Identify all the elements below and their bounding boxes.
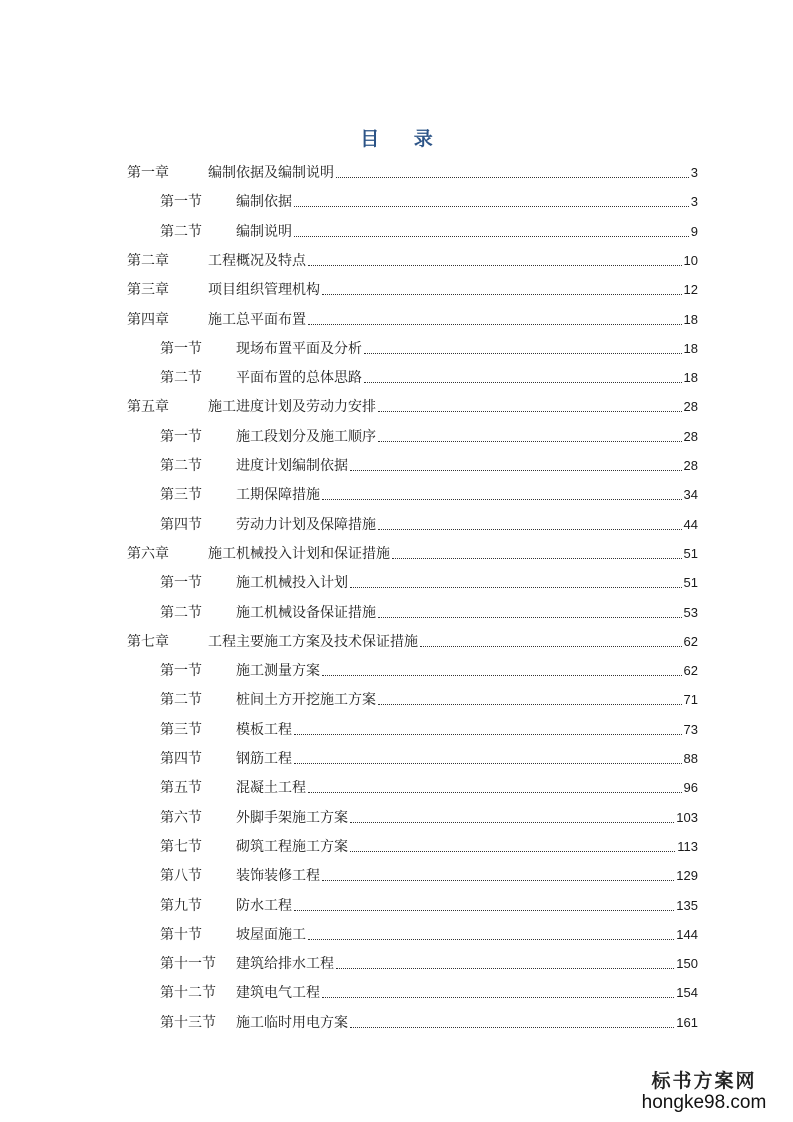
toc-section-entry[interactable] bbox=[160, 1013, 698, 1033]
toc-section-entry[interactable] bbox=[160, 690, 698, 710]
toc-page-number: 3 bbox=[690, 165, 698, 180]
toc-dot-leader bbox=[420, 645, 682, 647]
toc-chapter-entry[interactable] bbox=[127, 310, 698, 330]
toc-entry-title: 施工段划分及施工顺序 bbox=[236, 428, 376, 445]
toc-page-number: 18 bbox=[683, 340, 698, 356]
toc-page-number: 12 bbox=[683, 282, 698, 298]
toc-entry-title: 编制依据 bbox=[236, 194, 292, 211]
toc-page-number: 150 bbox=[676, 956, 698, 972]
toc-entry-number: 第十二节 bbox=[160, 985, 216, 1002]
toc-chapter-entry[interactable] bbox=[127, 397, 698, 417]
toc-entry-title: 建筑给排水工程 bbox=[236, 956, 334, 973]
toc-dot-leader bbox=[308, 323, 682, 325]
toc-entry-number: 第八节 bbox=[160, 868, 202, 885]
toc-section-entry[interactable] bbox=[160, 456, 698, 476]
toc-entry-number: 第二节 bbox=[160, 604, 202, 621]
toc-entry-title: 砌筑工程施工方案 bbox=[236, 838, 348, 855]
toc-entry-number: 第一章 bbox=[127, 165, 169, 181]
toc-page-number: 144 bbox=[676, 926, 698, 942]
toc-entry-title: 编制说明 bbox=[236, 223, 292, 240]
toc-dot-leader bbox=[378, 528, 682, 530]
toc-chapter-entry[interactable] bbox=[127, 251, 698, 271]
toc-section-entry[interactable] bbox=[160, 954, 698, 974]
watermark-domain: hongke98.com bbox=[641, 1092, 767, 1113]
toc-dot-leader bbox=[364, 352, 682, 354]
toc-page-number: 154 bbox=[676, 985, 698, 1001]
toc-section-entry[interactable] bbox=[160, 485, 698, 505]
toc-dot-leader bbox=[294, 235, 689, 237]
toc-entry-title: 模板工程 bbox=[236, 721, 292, 738]
toc-dot-leader bbox=[392, 557, 682, 559]
toc-page-number: 9 bbox=[690, 223, 698, 239]
toc-dot-leader bbox=[322, 498, 682, 500]
toc-dot-leader bbox=[308, 264, 682, 266]
toc-page-number: 28 bbox=[683, 399, 698, 415]
toc-section-entry[interactable] bbox=[160, 778, 698, 798]
toc-page-number: 51 bbox=[683, 575, 698, 591]
toc-dot-leader bbox=[294, 205, 689, 207]
toc-entry-title: 桩间土方开挖施工方案 bbox=[236, 692, 376, 709]
toc-dot-leader bbox=[322, 879, 674, 881]
toc-entry-number: 第一节 bbox=[160, 428, 202, 445]
toc-entry-title: 编制依据及编制说明 bbox=[208, 165, 334, 181]
toc-dot-leader bbox=[378, 440, 682, 442]
toc-page-number: 34 bbox=[683, 487, 698, 503]
toc-chapter-entry[interactable] bbox=[127, 632, 698, 652]
toc-page-number: 18 bbox=[683, 311, 698, 327]
toc-page-number: 113 bbox=[677, 838, 698, 854]
toc-section-entry[interactable] bbox=[160, 925, 698, 945]
toc-dot-leader bbox=[294, 733, 682, 735]
toc-section-entry[interactable] bbox=[160, 368, 698, 388]
toc-chapter-entry[interactable] bbox=[127, 544, 698, 564]
toc-entry-number: 第七节 bbox=[160, 838, 202, 855]
toc-dot-leader bbox=[350, 1026, 674, 1028]
toc-entry-number: 第十一节 bbox=[160, 956, 216, 973]
toc-page-number: 62 bbox=[683, 663, 698, 679]
toc-entry-number: 第五节 bbox=[160, 780, 202, 797]
toc-page-number: 103 bbox=[676, 809, 698, 825]
toc-dot-leader bbox=[350, 586, 682, 588]
toc-dot-leader bbox=[364, 381, 682, 383]
toc-section-entry[interactable] bbox=[160, 573, 698, 593]
toc-entry-number: 第九节 bbox=[160, 897, 202, 914]
toc-entry-number: 第七章 bbox=[127, 633, 169, 650]
toc-section-entry[interactable] bbox=[160, 837, 698, 857]
toc-entry-number: 第四节 bbox=[160, 751, 202, 767]
toc-section-entry[interactable] bbox=[160, 749, 698, 769]
toc-entry-title: 平面布置的总体思路 bbox=[236, 370, 362, 387]
toc-dot-leader bbox=[350, 469, 682, 471]
toc-entry-title: 施工测量方案 bbox=[236, 663, 320, 680]
toc-dot-leader bbox=[350, 821, 674, 823]
toc-entry-number: 第二节 bbox=[160, 458, 202, 474]
toc-page-number: 135 bbox=[676, 897, 698, 913]
toc-entry-title: 坡屋面施工 bbox=[236, 926, 306, 943]
toc-entry-title: 项目组织管理机构 bbox=[208, 282, 320, 299]
toc-section-entry[interactable] bbox=[160, 720, 698, 740]
toc-entry-number: 第二节 bbox=[160, 370, 202, 387]
toc-entry-title: 装饰装修工程 bbox=[236, 868, 320, 885]
toc-dot-leader bbox=[322, 293, 682, 295]
toc-section-entry[interactable] bbox=[160, 603, 698, 623]
toc-page-number: 3 bbox=[690, 194, 698, 210]
toc-entry-title: 钢筋工程 bbox=[236, 751, 292, 767]
toc-entry-number: 第三章 bbox=[127, 282, 169, 299]
toc-entry-title: 施工机械设备保证措施 bbox=[236, 604, 376, 621]
toc-dot-leader bbox=[378, 616, 682, 618]
toc-entry-title: 工期保障措施 bbox=[236, 487, 320, 504]
toc-dot-leader bbox=[336, 967, 674, 969]
toc-page-number: 129 bbox=[676, 868, 698, 884]
toc-page-number: 53 bbox=[683, 604, 698, 620]
toc-section-entry[interactable] bbox=[160, 808, 698, 828]
toc-page-number: 51 bbox=[683, 545, 698, 561]
toc-entry-number: 第三节 bbox=[160, 487, 202, 504]
toc-dot-leader bbox=[294, 762, 682, 764]
toc-page-number: 161 bbox=[676, 1014, 698, 1030]
toc-entry-number: 第一节 bbox=[160, 663, 202, 680]
toc-page-number: 28 bbox=[683, 428, 698, 444]
toc-section-entry[interactable] bbox=[160, 983, 698, 1003]
toc-chapter-entry[interactable] bbox=[127, 280, 698, 300]
toc-dot-leader bbox=[322, 996, 674, 998]
toc-dot-leader bbox=[308, 791, 682, 793]
toc-entry-number: 第二节 bbox=[160, 692, 202, 709]
toc-entry-number: 第五章 bbox=[127, 399, 169, 416]
toc-entry-number: 第一节 bbox=[160, 575, 202, 592]
toc-page-number: 28 bbox=[683, 458, 698, 473]
toc-entry-title: 施工机械投入计划 bbox=[236, 575, 348, 592]
toc-page-number: 73 bbox=[683, 721, 698, 737]
toc-page-number: 18 bbox=[683, 370, 698, 386]
toc-entry-title: 工程概况及特点 bbox=[208, 252, 306, 269]
toc-dot-leader bbox=[336, 176, 689, 178]
toc-section-entry[interactable] bbox=[160, 427, 698, 447]
toc-entry-number: 第六章 bbox=[127, 545, 169, 562]
toc-entry-number: 第十节 bbox=[160, 926, 202, 943]
toc-section-entry[interactable] bbox=[160, 896, 698, 916]
toc-page-number: 71 bbox=[683, 692, 698, 708]
toc-dot-leader bbox=[378, 410, 682, 412]
toc-entry-number: 第一节 bbox=[160, 340, 202, 357]
watermark-logo bbox=[629, 1066, 779, 1114]
toc-page-number: 88 bbox=[683, 751, 698, 766]
toc-dot-leader bbox=[378, 703, 682, 705]
toc-title: 目 录 bbox=[360, 128, 447, 150]
toc-entry-title: 外脚手架施工方案 bbox=[236, 809, 348, 826]
toc-entry-number: 第二节 bbox=[160, 223, 202, 240]
toc-entry-title: 进度计划编制依据 bbox=[236, 458, 348, 474]
toc-dot-leader bbox=[308, 938, 674, 940]
toc-page-number: 10 bbox=[683, 252, 698, 268]
toc-page-number: 96 bbox=[683, 780, 698, 796]
toc-section-entry[interactable] bbox=[160, 192, 698, 212]
toc-entry-title: 劳动力计划及保障措施 bbox=[236, 516, 376, 533]
toc-chapter-entry[interactable] bbox=[127, 163, 698, 183]
toc-section-entry[interactable] bbox=[160, 661, 698, 681]
toc-entry-number: 第十三节 bbox=[160, 1014, 216, 1031]
toc-section-entry[interactable] bbox=[160, 222, 698, 242]
toc-dot-leader bbox=[322, 674, 682, 676]
toc-section-entry[interactable] bbox=[160, 515, 698, 535]
toc-entry-title: 建筑电气工程 bbox=[236, 985, 320, 1002]
toc-entry-title: 防水工程 bbox=[236, 897, 292, 914]
toc-entry-title: 施工总平面布置 bbox=[208, 311, 306, 328]
toc-section-entry[interactable] bbox=[160, 339, 698, 359]
toc-dot-leader bbox=[294, 909, 674, 911]
toc-entry-number: 第三节 bbox=[160, 721, 202, 738]
toc-entry-title: 施工临时用电方案 bbox=[236, 1014, 348, 1031]
toc-entry-title: 混凝土工程 bbox=[236, 780, 306, 797]
toc-page-number: 62 bbox=[683, 633, 698, 649]
toc-section-entry[interactable] bbox=[160, 866, 698, 886]
toc-dot-leader bbox=[350, 850, 675, 852]
toc-entry-number: 第六节 bbox=[160, 809, 202, 826]
toc-entry-title: 现场布置平面及分析 bbox=[236, 340, 362, 357]
toc-entry-number: 第四节 bbox=[160, 516, 202, 533]
toc-entry-title: 施工机械投入计划和保证措施 bbox=[208, 545, 390, 562]
toc-entry-number: 第四章 bbox=[127, 311, 169, 328]
toc-entry-title: 施工进度计划及劳动力安排 bbox=[208, 399, 376, 416]
toc-page-number: 44 bbox=[683, 516, 698, 532]
watermark-site-name: 标书方案网 bbox=[651, 1070, 757, 1092]
toc-entry-number: 第一节 bbox=[160, 194, 202, 211]
toc-entry-title: 工程主要施工方案及技术保证措施 bbox=[208, 633, 418, 650]
toc-entry-number: 第二章 bbox=[127, 252, 169, 269]
